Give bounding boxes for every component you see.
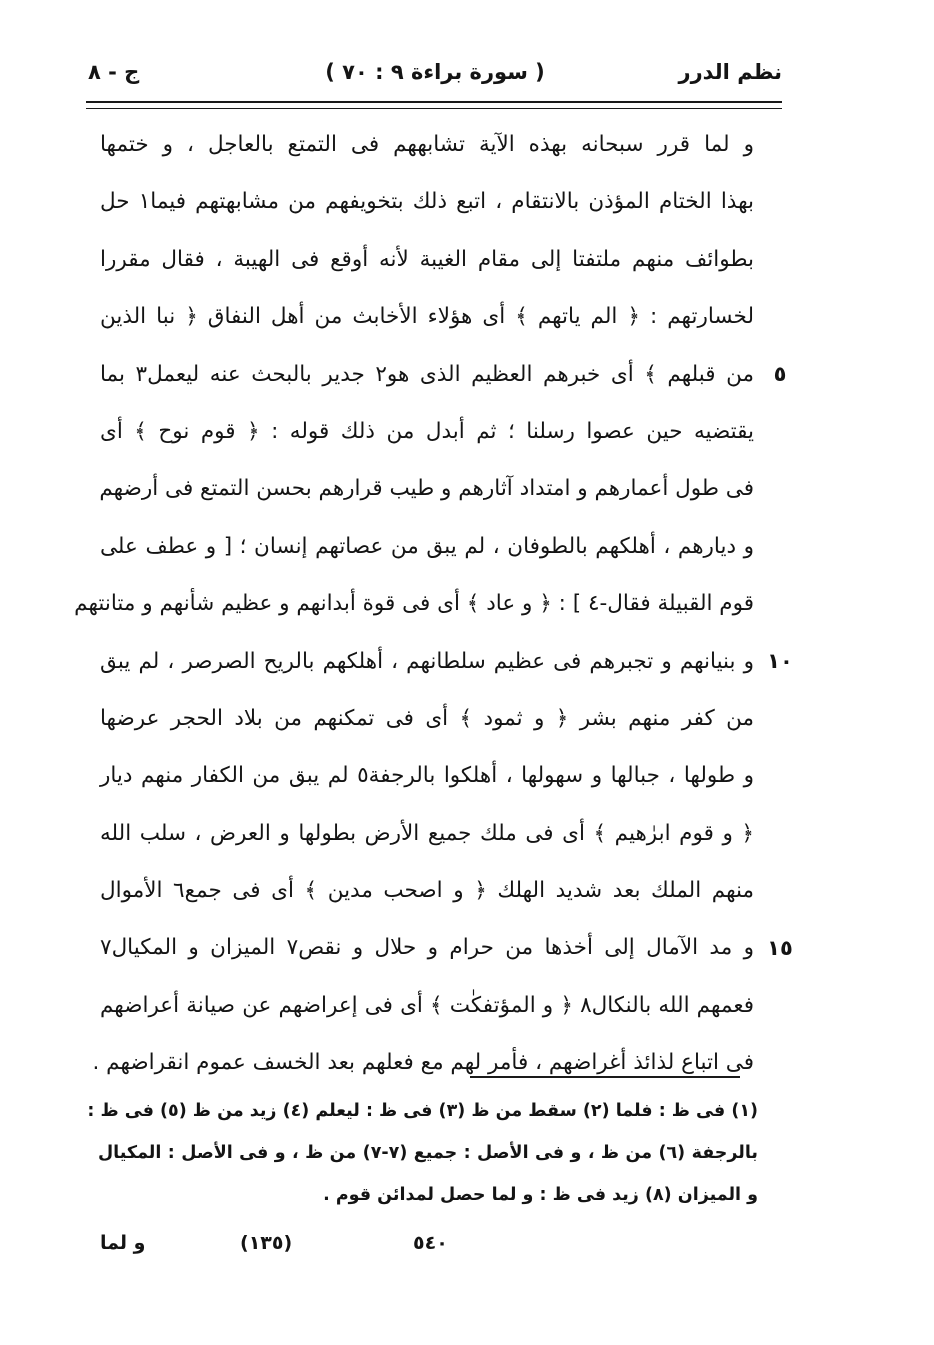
text-line: و ديارهم ، أهلكهم بالطوفان ، لم يبق من عصاتهم إنسان ؛ [ و عطف على bbox=[100, 533, 754, 559]
text-line: و بنيانهم و تجبرهم فى عظيم سلطانهم ، أهلكهم بالريح الصرصر ، لم يبق bbox=[100, 648, 754, 674]
page-number: ٥٤٠ bbox=[413, 1232, 448, 1254]
text-line: قوم القبيلة فقال-٤ ] : ﴿ و عاد ﴾ أى فى قوة أبدانهم و عظيم شأنهم و متانتهم bbox=[74, 591, 754, 617]
running-header bbox=[88, 60, 782, 94]
main-text bbox=[74, 116, 793, 1092]
line-number: ١٥ bbox=[767, 935, 793, 960]
footnote-line: بالرجفة (٦) من ظ ، و فى الأصل : جميع (٧-٧) من ظ ، و فى الأصل : المكيال bbox=[98, 1143, 759, 1163]
text-line: فى اتباع لذائذ أغراضهم ، فأمر لهم مع فعلهم بعد الخسف عموم انقراضهم . bbox=[92, 1050, 754, 1076]
line-number: ١٠ bbox=[767, 648, 793, 673]
footnotes bbox=[87, 1090, 759, 1216]
text-line: و مد الآمال إلى أخذها من حرام و حلال و نقص٧ الميزان و المكيال٧ bbox=[100, 935, 754, 961]
footnote-line: و الميزان (٨) زيد فى ظ : و لما حصل لمدائن قوم . bbox=[323, 1185, 758, 1205]
text-line: بهذا الختام المؤذن بالانتقام ، اتبع ذلك بتخويفهم من مشابهتهم فيما١ حل bbox=[100, 189, 754, 215]
text-line: من كفر منهم بشر ﴿ و ثمود ﴾ أى فى تمكنهم من بلاد الحجر عرضها bbox=[100, 705, 754, 731]
footnote-line: (١) فى ظ : فلما (٢) سقط من ظ (٣) فى ظ : ليعلم (٤) زيد من ظ (٥) فى ظ : bbox=[87, 1101, 758, 1121]
volume-number: ج - ٨ bbox=[88, 60, 140, 84]
text-line: لخسارتهم : ﴿ الم ياتهم ﴾ أى هؤلاء الأخابث من أهل النفاق ﴿ نبا الذين bbox=[100, 304, 754, 330]
sheet-number: (١٣٥) bbox=[240, 1232, 293, 1254]
text-line: فى طول أعمارهم و امتداد آثارهم و طيب قرارهم بحسن التمتع فى أرضهم bbox=[99, 476, 754, 502]
text-line: يقتضيه حين عصوا رسلنا ؛ ثم أبدل من ذلك قوله : ﴿ قوم نوح ﴾ أى bbox=[100, 418, 754, 444]
line-number: ٥ bbox=[773, 361, 787, 386]
book-title: نظم الدرر bbox=[678, 60, 782, 84]
text-line: فعمهم الله بالنكال٨ ﴿ و المؤتفكٰت ﴾ أى فى إعراضهم عن صيانة أعراضهم bbox=[100, 992, 754, 1018]
text-line: بطوائف منهم ملتفتا إلى مقام الغيبة لأنه أوقع فى الهيبة ، فقال مقررا bbox=[100, 246, 754, 272]
text-line: و لما قرر سبحانه بهذه الآية تشابههم فى التمتع بالعاجل ، و ختمها bbox=[100, 132, 754, 157]
footnote-separator bbox=[470, 1076, 740, 1078]
text-line: منهم الملك بعد شديد الهلك ﴿ و اصحب مدين ﴾ أى فى جمع٦ الأموال bbox=[100, 878, 754, 904]
header-rule-top bbox=[86, 101, 782, 103]
catchword: و لما bbox=[100, 1232, 146, 1254]
text-line: من قبلهم ﴾ أى خبرهم العظيم الذى هو٢ جدير بالبحث عنه ليعمل٣ بما bbox=[100, 361, 754, 387]
text-line: ﴿ و قوم ابرٰهيم ﴾ أى فى ملك جميع الأرض بطولها و العرض ، سلب الله bbox=[100, 820, 754, 846]
surah-reference: ( سورة براءة ٩ : ٧٠ ) bbox=[325, 60, 545, 84]
header-rule-bottom bbox=[86, 108, 782, 109]
text-line: و طولها ، جبالها و سهولها ، أهلكوا بالرجفة٥ لم يبق من الكفار منهم ديار bbox=[100, 763, 754, 789]
